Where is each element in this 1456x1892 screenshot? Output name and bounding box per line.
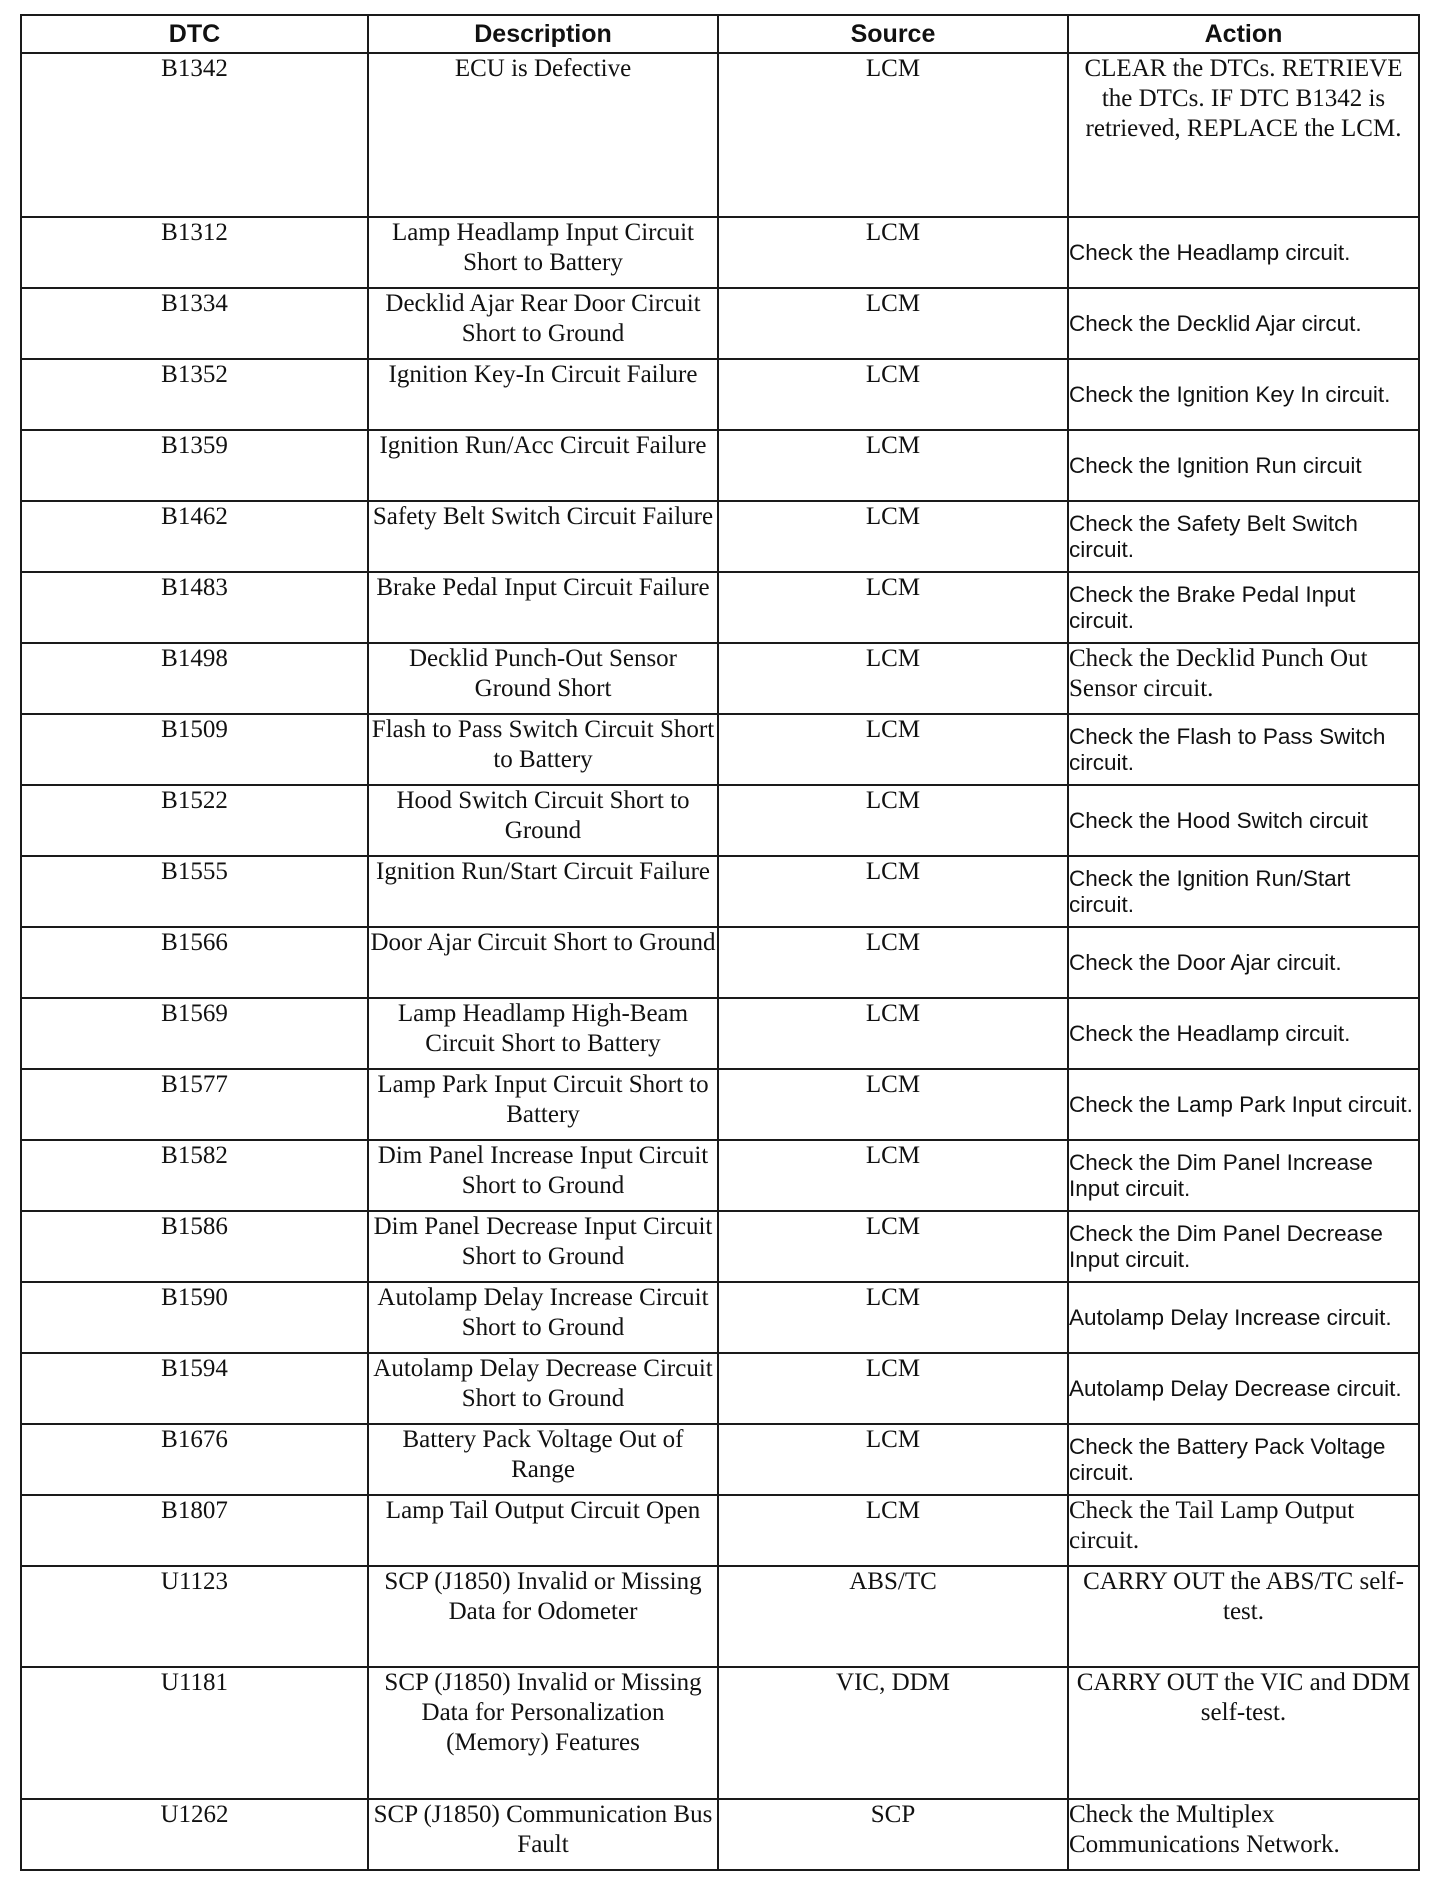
description-cell: SCP (J1850) Communication Bus Fault [368,1799,718,1870]
dtc-cell: B1359 [21,430,368,501]
action-cell: Check the Battery Pack Voltage circuit. [1068,1424,1419,1495]
dtc-table [20,14,1420,1871]
source-cell: LCM [718,1495,1068,1566]
description-cell: Autolamp Delay Decrease Circuit Short to Ground [368,1353,718,1424]
table-row [21,1211,1419,1282]
description-cell: Brake Pedal Input Circuit Failure [368,572,718,643]
dtc-cell: U1123 [21,1566,368,1667]
source-cell: LCM [718,359,1068,430]
description-cell: Ignition Run/Acc Circuit Failure [368,430,718,501]
table-row [21,1069,1419,1140]
source-cell: LCM [718,714,1068,785]
dtc-cell: B1582 [21,1140,368,1211]
source-cell: SCP [718,1799,1068,1870]
source-cell: VIC, DDM [718,1667,1068,1799]
dtc-cell: B1462 [21,501,368,572]
table-row [21,53,1419,217]
action-cell: Check the Hood Switch circuit [1068,785,1419,856]
table-row [21,359,1419,430]
action-cell: Check the Brake Pedal Input circuit. [1068,572,1419,643]
header-dtc: DTC [21,15,368,53]
table-row [21,1799,1419,1870]
header-action: Action [1068,15,1419,53]
description-cell: Ignition Run/Start Circuit Failure [368,856,718,927]
source-cell: LCM [718,217,1068,288]
source-cell: ABS/TC [718,1566,1068,1667]
dtc-cell: B1594 [21,1353,368,1424]
action-cell: Autolamp Delay Increase circuit. [1068,1282,1419,1353]
dtc-cell: B1569 [21,998,368,1069]
action-cell: Check the Safety Belt Switch circuit. [1068,501,1419,572]
action-cell: Check the Multiplex Communications Network. [1068,1799,1419,1870]
table-row [21,572,1419,643]
description-cell: Ignition Key-In Circuit Failure [368,359,718,430]
dtc-cell: B1807 [21,1495,368,1566]
source-cell: LCM [718,927,1068,998]
dtc-cell: B1312 [21,217,368,288]
description-cell: Decklid Ajar Rear Door Circuit Short to Ground [368,288,718,359]
action-cell: Check the Headlamp circuit. [1068,217,1419,288]
source-cell: LCM [718,288,1068,359]
action-cell: Check the Dim Panel Decrease Input circuit. [1068,1211,1419,1282]
description-cell: Battery Pack Voltage Out of Range [368,1424,718,1495]
source-cell: LCM [718,1211,1068,1282]
source-cell: LCM [718,1140,1068,1211]
action-cell: Check the Lamp Park Input circuit. [1068,1069,1419,1140]
source-cell: LCM [718,572,1068,643]
table-row [21,714,1419,785]
dtc-cell: B1522 [21,785,368,856]
description-cell: Lamp Headlamp High-Beam Circuit Short to Battery [368,998,718,1069]
dtc-cell: B1483 [21,572,368,643]
description-cell: Autolamp Delay Increase Circuit Short to Ground [368,1282,718,1353]
dtc-cell: B1498 [21,643,368,714]
table-row [21,430,1419,501]
dtc-cell: B1590 [21,1282,368,1353]
table-row [21,927,1419,998]
table-row [21,1424,1419,1495]
description-cell: Lamp Headlamp Input Circuit Short to Battery [368,217,718,288]
action-cell: Check the Ignition Run circuit [1068,430,1419,501]
table-row [21,1667,1419,1799]
action-cell: Check the Tail Lamp Output circuit. [1068,1495,1419,1566]
description-cell: Decklid Punch-Out Sensor Ground Short [368,643,718,714]
action-cell: Check the Decklid Punch Out Sensor circuit. [1068,643,1419,714]
description-cell: Flash to Pass Switch Circuit Short to Battery [368,714,718,785]
source-cell: LCM [718,856,1068,927]
dtc-cell: B1334 [21,288,368,359]
action-cell: Check the Decklid Ajar circut. [1068,288,1419,359]
dtc-cell: U1181 [21,1667,368,1799]
description-cell: Lamp Park Input Circuit Short to Battery [368,1069,718,1140]
source-cell: LCM [718,430,1068,501]
description-cell: Door Ajar Circuit Short to Ground [368,927,718,998]
source-cell: LCM [718,1353,1068,1424]
table-row [21,1495,1419,1566]
table-row [21,643,1419,714]
dtc-cell: B1586 [21,1211,368,1282]
action-cell: Check the Dim Panel Increase Input circuit. [1068,1140,1419,1211]
table-row [21,856,1419,927]
dtc-cell: U1262 [21,1799,368,1870]
description-cell: SCP (J1850) Invalid or Missing Data for Odometer [368,1566,718,1667]
action-cell: Check the Flash to Pass Switch circuit. [1068,714,1419,785]
header-description: Description [368,15,718,53]
source-cell: LCM [718,1424,1068,1495]
header-source: Source [718,15,1068,53]
table-row [21,288,1419,359]
source-cell: LCM [718,785,1068,856]
dtc-cell: B1566 [21,927,368,998]
table-row [21,785,1419,856]
action-cell: Autolamp Delay Decrease circuit. [1068,1353,1419,1424]
description-cell: SCP (J1850) Invalid or Missing Data for Personalization (Memory) Features [368,1667,718,1799]
source-cell: LCM [718,1282,1068,1353]
action-cell: Check the Door Ajar circuit. [1068,927,1419,998]
dtc-cell: B1509 [21,714,368,785]
action-cell: CARRY OUT the ABS/TC self-test. [1068,1566,1419,1667]
source-cell: LCM [718,501,1068,572]
action-cell: CARRY OUT the VIC and DDM self-test. [1068,1667,1419,1799]
description-cell: Lamp Tail Output Circuit Open [368,1495,718,1566]
dtc-cell: B1342 [21,53,368,217]
table-row [21,217,1419,288]
dtc-cell: B1676 [21,1424,368,1495]
dtc-cell: B1577 [21,1069,368,1140]
table-row [21,998,1419,1069]
dtc-cell: B1555 [21,856,368,927]
description-cell: Hood Switch Circuit Short to Ground [368,785,718,856]
table-row [21,1566,1419,1667]
source-cell: LCM [718,1069,1068,1140]
description-cell: Dim Panel Decrease Input Circuit Short to Ground [368,1211,718,1282]
table-row [21,501,1419,572]
header-row [21,15,1419,53]
description-cell: ECU is Defective [368,53,718,217]
dtc-cell: B1352 [21,359,368,430]
source-cell: LCM [718,53,1068,217]
source-cell: LCM [718,998,1068,1069]
action-cell: Check the Headlamp circuit. [1068,998,1419,1069]
action-cell: Check the Ignition Run/Start circuit. [1068,856,1419,927]
source-cell: LCM [718,643,1068,714]
table-row [21,1140,1419,1211]
description-cell: Dim Panel Increase Input Circuit Short to Ground [368,1140,718,1211]
action-cell: CLEAR the DTCs. RETRIEVE the DTCs. IF DTC B1342 is retrieved, REPLACE the LCM. [1068,53,1419,217]
description-cell: Safety Belt Switch Circuit Failure [368,501,718,572]
table-row [21,1282,1419,1353]
action-cell: Check the Ignition Key In circuit. [1068,359,1419,430]
table-row [21,1353,1419,1424]
